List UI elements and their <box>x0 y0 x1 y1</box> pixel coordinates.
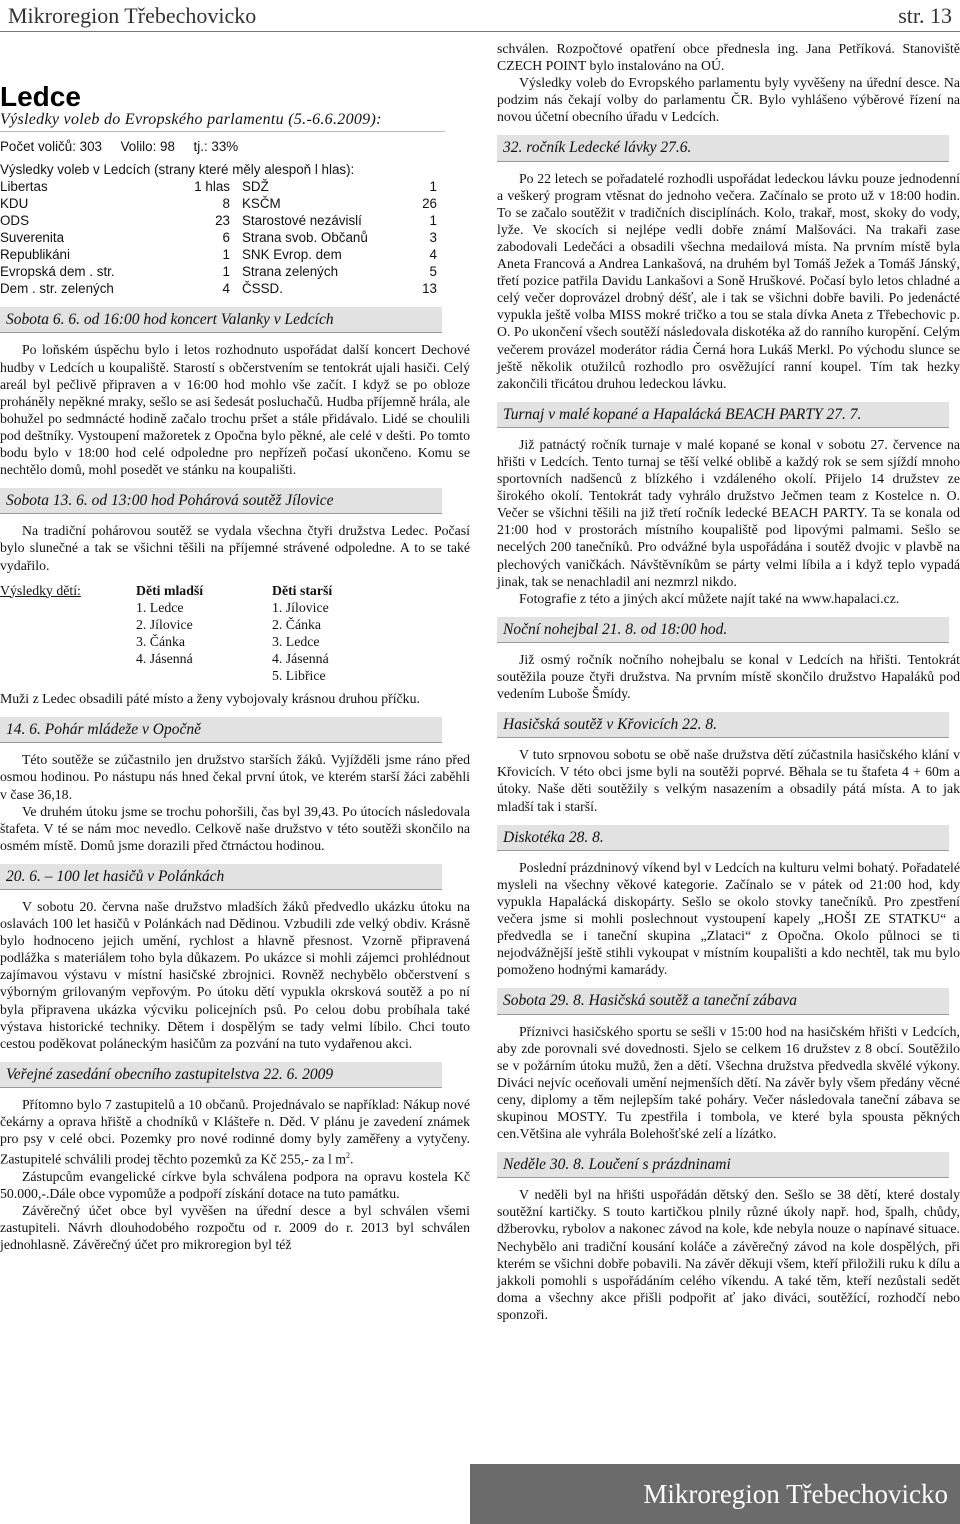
footer-brand: Mikroregion Třebechovicko <box>643 1478 948 1509</box>
list-item: 4. Jásenná <box>272 650 329 666</box>
party-name: ODS <box>0 213 30 229</box>
party-votes: 4 <box>429 247 437 263</box>
table-row <box>0 246 437 263</box>
region-name: Mikroregion Třebechovicko <box>8 2 257 28</box>
list-item: 4. Jásenná <box>136 650 193 666</box>
kids-old-heading: Děti starší <box>272 582 333 598</box>
town-title: Ledce <box>0 81 81 112</box>
section-heading: 14. 6. Pohár mládeže v Opočně <box>0 717 442 743</box>
party-votes: 1 <box>429 213 437 229</box>
page-header <box>0 0 960 32</box>
list-item: 3. Ledce <box>272 633 320 649</box>
article-paragraph: Této soutěže se zúčastnilo jen družstvo starších žáků. Vyjížděli jsme ráno před osmou hodinou. Po nástupu nás hned čekal první útok, ve kterém starší žáci zaběhli v čase 36,18. <box>0 752 470 802</box>
paragraph-text: . <box>349 1151 354 1167</box>
turnout-line: Počet voličů: 303 Volilo: 98 tj.: 33% <box>0 139 239 155</box>
left-column <box>0 40 470 1253</box>
party-name: Libertas <box>0 179 48 195</box>
party-name: ČSSD. <box>242 281 283 297</box>
article-paragraph: schválen. Rozpočtové opatření obce přednesla ing. Jana Petříková. Stanoviště CZECH POINT bylo instalováno na OÚ. <box>497 41 960 74</box>
results-heading: Výsledky voleb v Ledcích (strany které měly alespoň l hlas): <box>0 162 355 178</box>
party-name: SNK Evrop. dem <box>242 247 342 263</box>
section-heading: Sobota 13. 6. od 13:00 hod Pohárová soutěž Jílovice <box>0 488 442 514</box>
article-paragraph: Již osmý ročník nočního nohejbalu se konal v Ledcích na hřišti. Tentokrát soutěžila pouze čtyři družstva. Na prvním místě skončilo družstvo Hapaláků pod vedením Luboše Šmídy. <box>497 651 960 702</box>
section-heading: 20. 6. – 100 let hasičů v Polánkách <box>0 864 442 890</box>
article-paragraph: Již patnáctý ročník turnaje v malé kopané se konal v sobotu 27. července na hřišti v Ledcích. Tento turnaj se těší velké oblibě a každý rok se sem sjíždí mnoho sportovních nadšenců z blízkého i vzdáleného okolí. Přijelo 14 družstev ze širokého okolí. Tentokrát tady vyhrálo družstvo Ječmen team z Kostelce n. O. Večer se všichni těšili na již třetí ročník ledecké BEACH PARTY. Ta se konala od 21:00 hod v prostorách místního koupaliště pod lipovými palmami. Sešlo se necelých 200 tanečníků. Pro odvážné byla uspořádána i soutěž dvojic v plavbě na plechových vaničkách. Návštěvníkům se párty velmi líbila a i když teplo vypadá jinak, tak se nenachladil ani nezmrzl nikdo. <box>497 436 960 589</box>
party-name: Strana zelených <box>242 264 339 280</box>
table-row <box>0 280 437 297</box>
table-row <box>0 195 437 212</box>
table-row <box>0 178 437 195</box>
article-paragraph: Příznivci hasičského sportu se sešli v 15:00 hod na hasičském hřišti v Ledcích, aby zde porovnali své dovednosti. Sjelo se celkem 16 družstev z 8 obcí. Soutěžilo se v požárním útoku mužů, žen a dětí. Všechna družstva předvedla skvělé výkony. Diváci nejvíc oceňovali umění nejmenších dětí. Na závěr byly všem předány věcné ceny, diplomy a těm nejlepším také poháry. Večer následovala taneční zábava se skupinou MOSTY. Tu zpestřila i tombola, ve které byla spousta pěkných cen.Většina ale vyhrála Bolehošťské zelí a lízátko. <box>497 1023 960 1142</box>
list-item: 1. Ledce <box>136 599 184 615</box>
article-paragraph: Muži z Ledec obsadili páté místo a ženy vybojovaly krásnou druhou příčku. <box>0 691 420 707</box>
election-results-table <box>0 178 437 297</box>
table-row <box>0 229 437 246</box>
list-item: 2. Jílovice <box>136 616 193 632</box>
party-votes: 8 <box>222 196 230 212</box>
article-paragraph: Fotografie z této a jiných akcí můžete najít také na www.hapalaci.cz. <box>519 590 900 606</box>
party-name: KDU <box>0 196 29 212</box>
kids-results-label: Výsledky dětí: <box>0 582 81 598</box>
article-paragraph: Zástupcům evangelické církve byla schválena podpora na opravu kostela Kč 50.000,-.Dále obce vypomůže a podpoří získání dotace na tuto památku. <box>0 1168 470 1201</box>
article-paragraph: V neděli byl na hřišti uspořádán dětský den. Sešlo se 38 dětí, které dostaly soutěžní kartičky. S touto kartičkou plnily různé úkoly např. hod, špalh, chůdy, džberovku, rybolov a nakonec závod na kole, kde nebyla nouze o napínavé situace. Nechybělo ani tradiční kousání koláče a závěrečný závod na kole dospělých, při kterém se všichni dobře pobavili. Na závěr děkuji všem, kteří přiložili ruku k dílu a jakkoli pomohli s uspořádáním celého víkendu. A také těm, kteří nezůstali sedět doma a všechny akce přišli podpořit ať jako diváci, soutěžící, rozhodčí nebo sponzoři. <box>497 1187 960 1322</box>
list-item: 3. Čánka <box>136 633 186 649</box>
table-row <box>0 212 437 229</box>
kids-old-column <box>272 582 412 685</box>
article-paragraph: Poslední prázdninový víkend byl v Ledcích na kulturu velmi bohatý. Pořadatelé mysleli na všechny věkové kategorie. Začínalo se v pátek od 21:00 hod, kdy vypukla Hapalácká diskopárty. Sešlo se okolo stovky tanečníků. Pro zpestření večera jsme si mohli poslechnout vystoupení kapely „HOŠI ZE STATKU“ a předvedla se i taneční skupina „Zlataci“ z Opočna. Okolo půlnoci se ti nejodvážnější ještě stihli vykoupat v místním koupališti a kdo nechtěl, tak mu bylo pomoženo hodnými kamarády. <box>497 859 960 978</box>
party-name: SDŽ <box>242 179 269 195</box>
section-heading: Sobota 29. 8. Hasičská soutěž a taneční zábava <box>497 988 949 1014</box>
list-item: 2. Čánka <box>272 616 322 632</box>
kids-results <box>0 582 470 685</box>
party-name: Republikáni <box>0 247 70 263</box>
article-paragraph: V tuto srpnovou sobotu se obě naše družstva dětí zúčastnila hasičského klání v Křovicích. V této obci jsme byli na soutěži poprvé. Běhala se tu štafeta 4 + 60m a útoky. Naše děti soutěžily s velkým nasazením a obsadily pátá místa. A to jak mladší tak i starší. <box>497 747 960 814</box>
section-heading: Diskotéka 28. 8. <box>497 825 949 851</box>
article-paragraph: Po 22 letech se pořadatelé rozhodli uspořádat ledeckou lávku pouze jednodenní a veškerý program vtěsnat do jednoho večera. Začínalo se proto už v 18:00 hodin. To se začalo soutěžit v tradičních disciplínách. Kolo, trakař, most, skoky do vody, lyže. Ve skocích si nejlépe vedli dobře známí Malšováci. Na trakaři zase zabodovali Ledečáci a obsadili všechna medailová místa. Na prvním místě byla Aneta Francová a Andrea Lankašová, na druhém byl Tomáš Ježek a Tomáš Jánský, třetí pozice patřila Davidu Lankašovi a Soně Hruškové. Počasí bylo letos chladné a celý večer doprovázel drobný déšť, ale i tak se všichni dobře bavili. Po jedenácté vypukla ještě volba MISS mokré tričko a tou se stala dívka Aneta z Třebechovic p. O. Po ukončení všech soutěží následovala diskotéka až do ranního kuropění. Celým večerem provázel moderátor rádia Černá hora Lukáš Merkl. Po východu slunce se ještě několik otužilců rozhodlo pro osvěžující ranní koupel. Tím tak hezky zakončili třicátou druhou ledeckou lávku. <box>497 170 960 391</box>
party-name: KSČM <box>242 196 281 212</box>
article-paragraph: Na tradiční pohárovou soutěž se vydala všechna čtyři družstva Ledec. Počasí bylo slunečné a tak se všichni těšili na příjemné strávené odpoledne. A to se také vydařilo. <box>0 523 470 573</box>
party-name: Dem . str. zelených <box>0 281 114 297</box>
article-paragraph: Ve druhém útoku jsme se trochu pohoršili, čas byl 39,43. Po útocích následovala štafeta. V té se nám moc nevedlo. Celkově naše družstvo v této soutěži skončilo na osmém místě. Domů jsme dorazili před čtrnáctou hodinou. <box>0 803 470 853</box>
party-votes: 23 <box>215 213 230 229</box>
party-name: Strana svob. Občanů <box>242 230 368 246</box>
article-paragraph <box>0 1096 470 1168</box>
page-number: str. 13 <box>898 2 952 28</box>
party-name: Suverenita <box>0 230 65 246</box>
party-votes: 5 <box>429 264 437 280</box>
party-votes: 1 <box>222 264 230 280</box>
article-paragraph: Závěrečný účet obce byl vyvěšen na úřední desce a byl schválen všemi zastupiteli. Návrh dlouhodobého rozpočtu od r. 2009 do r. 2013 byl schválen jednohlasně. Závěrečný účet pro mikroregion byl též <box>0 1203 470 1253</box>
superscript: 2 <box>345 1151 350 1161</box>
section-heading: 32. ročník Ledecké lávky 27.6. <box>497 135 949 161</box>
party-votes: 6 <box>222 230 230 246</box>
list-item: 1. Jílovice <box>272 599 329 615</box>
section-heading: Neděle 30. 8. Loučení s prázdninami <box>497 1152 949 1178</box>
election-subtitle: Výsledky voleb do Evropského parlamentu (5.-6.6.2009): <box>0 111 445 132</box>
list-item: 5. Libřice <box>272 668 326 684</box>
article-paragraph: Po loňském úspěchu bylo i letos rozhodnuto uspořádat další koncert Dechové hudby v Ledcích u koupaliště. Starostí s občerstvením se tentokrát ujali hasiči. Celý areál byl pečlivě připraven a v 16:00 hod mohlo vše začít. I když se po obloze proháněly nepěkné mraky, sešlo se asi šedesát posluchačů. Hudba příjemně hrála, ale bohužel po sedmnácté hodině začalo trochu pršet a stále přidávalo. Lidé se choulili pod deštníky. Vystoupení mažoretek z Opočna bylo pěkné, ale celé v dešti. Po tomto bodu bylo v 18:00 hod celé odpoledne pro nepřízeň počasí ukončeno. Komu se nechtělo domů, mohl posedět ve stánku na koupališti. <box>0 342 470 478</box>
party-votes: 13 <box>422 281 437 297</box>
kids-young-column <box>136 582 272 685</box>
party-votes: 4 <box>222 281 230 297</box>
table-row <box>0 263 437 280</box>
kids-young-heading: Děti mladší <box>136 582 204 598</box>
article-paragraph: V sobotu 20. června naše družstvo mladších žáků předvedlo ukázku útoku na oslavách 100 let hasičů v Polánkách nad Dědinou. Vzbudili zde velký obdiv. Krásně bylo hodnoceno jejich umění, rychlost a hlavně přesnost. Vzorně připravená podlážka s materiálem toho byla důkazem. Po ukázce si mohli zájemci prohlédnout zajímavou výstavu v místní hasičské zbrojnici. Rovněž nechybělo občerstvení s výborným grilovaným vepřovým. Po útoku dětí vypukla okrsková soutěž a po ní byla připravena ukázka výcviku policejních psů. Po celou dobu probíhala také výstava historické techniky. Dětem i dospělým se tady velmi líbilo. Chci touto cestou poděkovat poláneckým hasičům za pozvání na tuto vydařenou akci. <box>0 899 470 1051</box>
section-heading: Noční nohejbal 21. 8. od 18:00 hod. <box>497 617 949 643</box>
section-heading: Sobota 6. 6. od 16:00 hod koncert Valanky v Ledcích <box>0 307 442 333</box>
article-paragraph: Výsledky voleb do Evropského parlamentu byly vyvěšeny na úřední desce. Na podzim nás čekají volby do parlamentu ČR. Bylo vyhlášeno výběrové řízení na novou účetní obecního úřadu v Ledcích. <box>497 75 960 125</box>
section-heading: Veřejné zasedání obecního zastupitelstva 22. 6. 2009 <box>0 1062 442 1088</box>
party-votes: 3 <box>429 230 437 246</box>
section-heading: Turnaj v malé kopané a Hapalácká BEACH PARTY 27. 7. <box>497 402 949 428</box>
party-name: Evropská dem . str. <box>0 264 115 280</box>
party-votes: 26 <box>422 196 437 212</box>
paragraph-text: Přítomno bylo 7 zastupitelů a 10 občanů. Projednávalo se například: Nákup nové čekárny a oprava hřiště a chodníků v Klášteře n. Děd. V plánu je zavedení známek pro psy v celé obci. Pozemky pro nové rodinné domy byly zaměřeny a vytyčeny. Zastupitelé schválili prodej těchto pozemků za Kč 255,- za l m <box>0 1096 470 1167</box>
party-votes: 1 <box>222 247 230 263</box>
right-column <box>497 40 960 1323</box>
party-votes: 1 <box>429 179 437 195</box>
footer-banner <box>470 1464 960 1524</box>
section-heading: Hasičská soutěž v Křovicích 22. 8. <box>497 712 949 738</box>
party-votes: 1 hlas <box>194 179 230 195</box>
party-name: Starostové nezávislí <box>242 213 362 229</box>
